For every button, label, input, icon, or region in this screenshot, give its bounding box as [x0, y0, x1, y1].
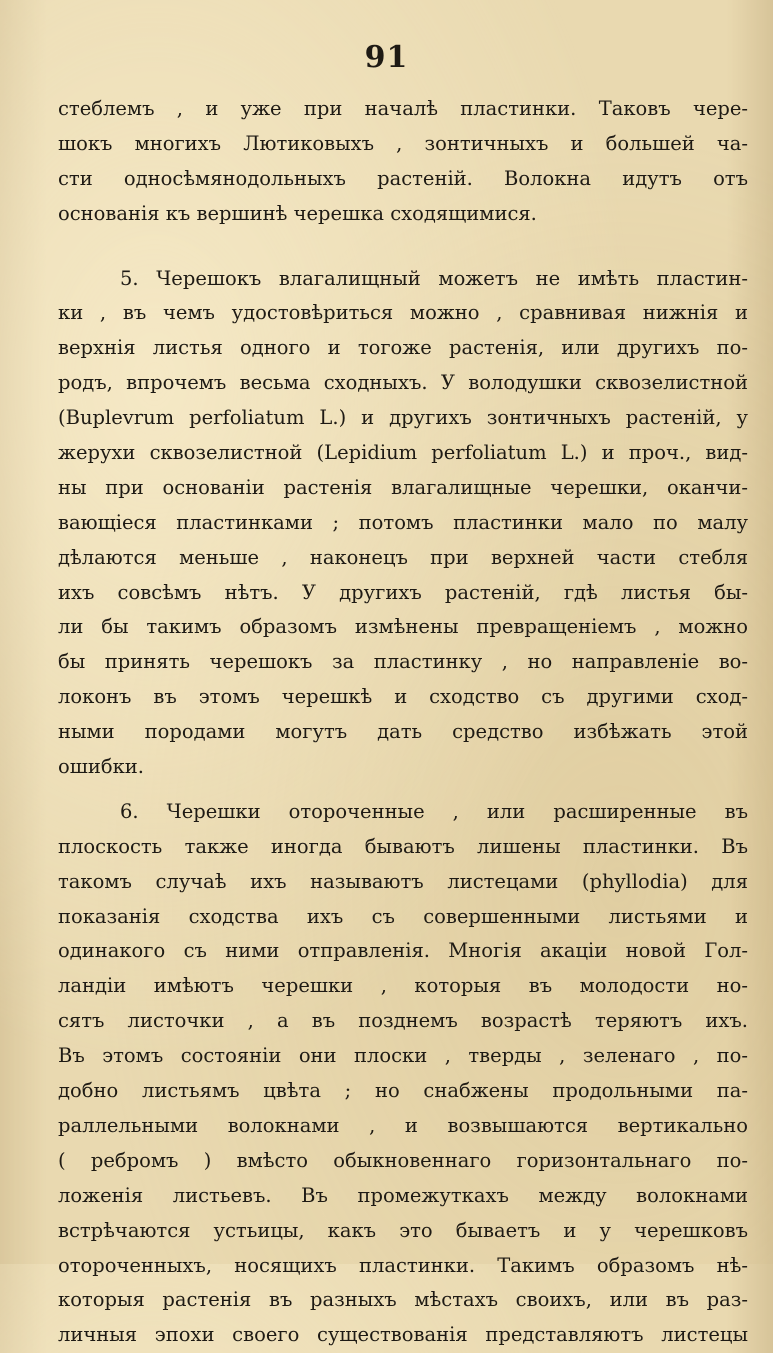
text-line: ( ребромъ ) вмѣсто обыкновеннаго горизонтальнаго по- [58, 1148, 748, 1172]
text-line: ны при основаніи растенія влагалищные черешки, оканчи- [58, 475, 748, 499]
text-line: Въ этомъ состояніи они плоски , тверды , зеленаго , по- [58, 1044, 748, 1068]
text-line: (Buplevrum perfoliatum L.) и другихъ зонтичныхъ растеній, у [58, 406, 748, 430]
paragraph-gap [58, 232, 748, 262]
text-line: вающіеся пластинками ; потомъ пластинки мало по малу [58, 510, 748, 534]
text-line: основанія къ вершинѣ черешка сходящимися. [58, 201, 537, 225]
text-line: дѣлаются меньше , наконецъ при верхней части стебля [58, 545, 748, 569]
text-line: сятъ листочки , а въ позднемъ возрастѣ теряютъ ихъ. [58, 1009, 748, 1033]
text-line: бы принять черешокъ за пластинку , но направленіе во- [58, 650, 748, 674]
text-line: ихъ совсѣмъ нѣтъ. У другихъ растеній, гдѣ листья бы- [58, 580, 748, 604]
page-text [58, 92, 748, 1353]
text-line: встрѣчаются устьицы, какъ это бываетъ и у черешковъ [58, 1218, 748, 1242]
text-line: плоскость также иногда бываютъ лишены пластинки. Въ [58, 834, 748, 858]
text-line: ли бы такимъ образомъ измѣнены превращеніемъ , можно [58, 615, 748, 639]
text-line: сти односѣмянодольныхъ растеній. Волокна идутъ отъ [58, 166, 748, 190]
text-line: 6. Черешки отороченные , или расширенные въ [120, 799, 748, 823]
text-line: показанія сходства ихъ съ совершенными листьями и [58, 904, 748, 928]
text-line: ными породами могутъ дать средство избѣжать этой [58, 720, 748, 744]
text-line: жерухи сквозелистной (Lepidium perfoliatum L.) и проч., вид- [58, 441, 748, 465]
text-line: ложенія листьевъ. Въ промежуткахъ между волокнами [58, 1183, 748, 1207]
text-line: такомъ случаѣ ихъ называютъ листецами (phyllodia) для [58, 869, 748, 893]
text-line: добно листьямъ цвѣта ; но снабжены продольными па- [58, 1079, 748, 1103]
text-line: ландіи имѣютъ черешки , которыя въ молодости но- [58, 974, 748, 998]
text-line: локонъ въ этомъ черешкѣ и сходство съ другими сход- [58, 685, 748, 709]
text-line: личныя эпохи своего существованія представляютъ листецы [58, 1323, 748, 1347]
text-line: 5. Черешокъ влагалищный можетъ не имѣть пластин- [120, 266, 748, 290]
text-line: отороченныхъ, носящихъ пластинки. Такимъ образомъ нѣ- [58, 1253, 748, 1277]
page-number: 91 [364, 40, 409, 75]
text-line: раллельными волокнами , и возвышаются вертикально [58, 1113, 748, 1137]
text-line: родъ, впрочемъ весьма сходныхъ. У володушки сквозелистной [58, 371, 748, 395]
text-line: ошибки. [58, 755, 144, 779]
text-line: которыя растенія въ разныхъ мѣстахъ своихъ, или въ раз- [58, 1288, 748, 1312]
text-line: верхнія листья одного и тогоже растенія, или другихъ по- [58, 336, 748, 360]
text-line: шокъ многихъ Лютиковыхъ , зонтичныхъ и большей ча- [58, 131, 748, 155]
text-line: стеблемъ , и уже при началѣ пластинки. Таковъ чере- [58, 97, 748, 120]
text-line: ки , въ чемъ удостовѣриться можно , сравнивая нижнія и [58, 301, 748, 325]
paragraph-gap [58, 785, 748, 795]
text-line: одинакого съ ними отправленія. Многія акаціи новой Гол- [58, 939, 748, 963]
